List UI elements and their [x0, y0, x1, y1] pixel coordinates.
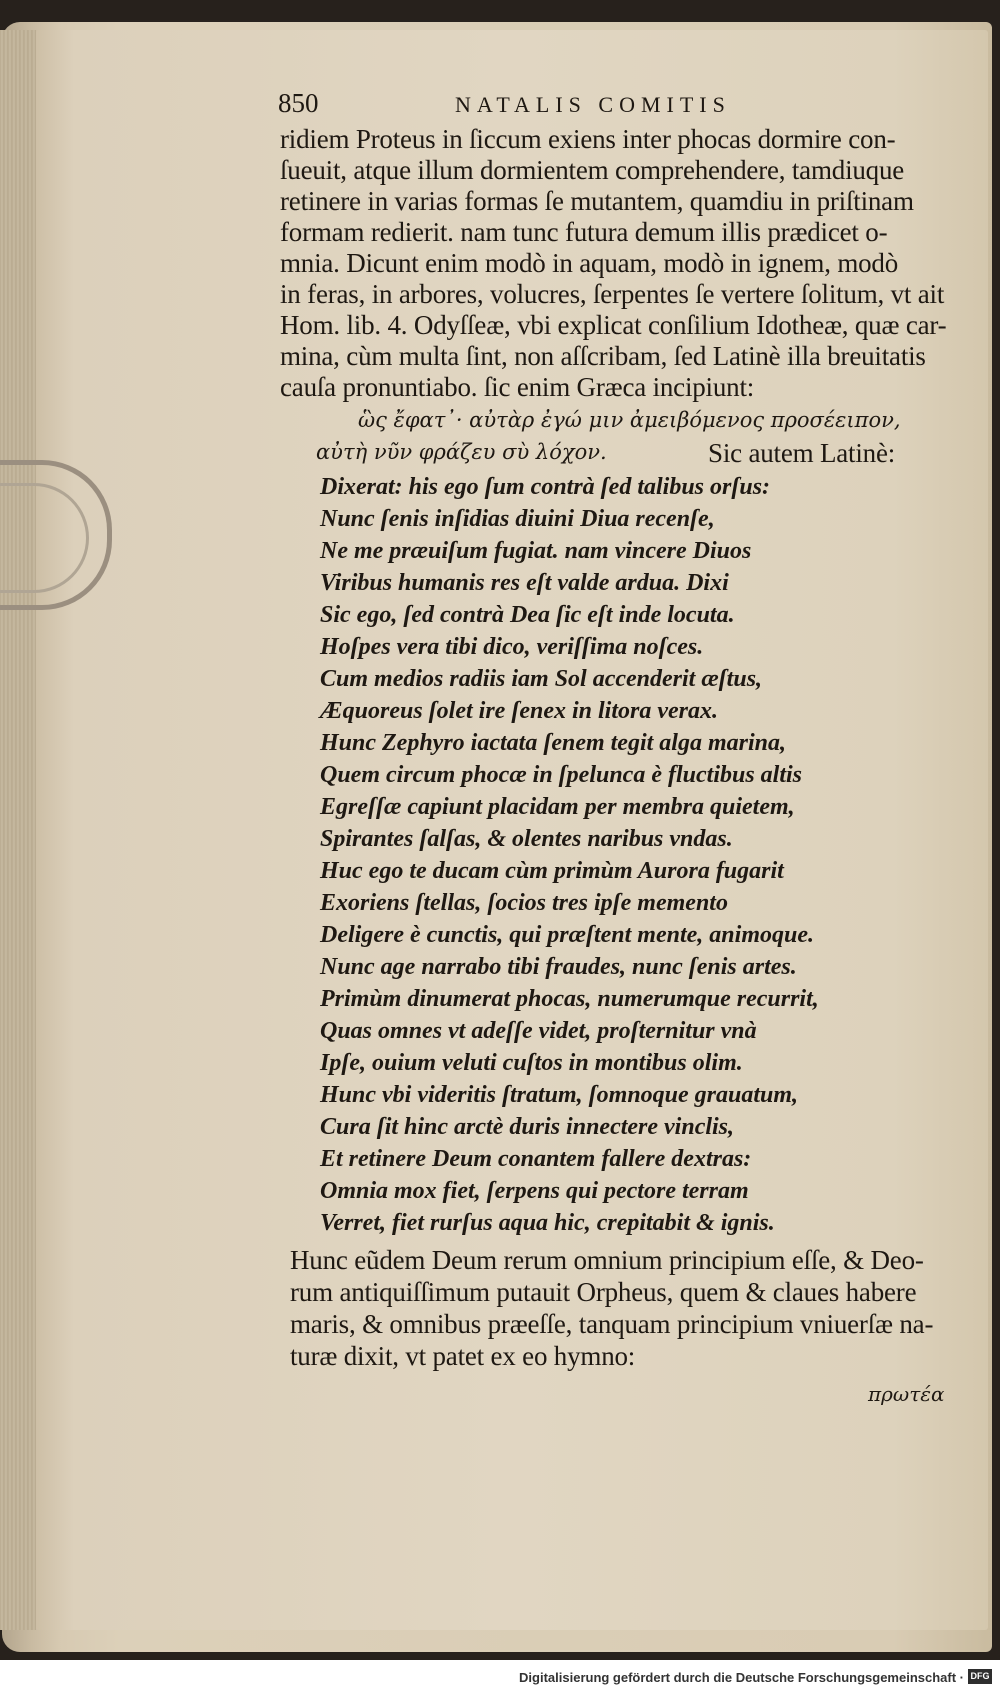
- prose-line: mnia. Dicunt enim modò in aquam, modò in ignem, modò: [280, 248, 899, 278]
- verse-line: Hunc Zephyro iactata ſenem tegit alga marina,: [320, 730, 786, 756]
- verse-line: Æquoreus ſolet ire ſenex in litora verax.: [320, 698, 718, 724]
- verse-line: Omnia mox fiet, ſerpens qui pectore terram: [320, 1178, 749, 1204]
- greek-line: ὣς ἔφατ᾽· αὐτὰρ ἐγώ μιν ἀμειβόμενος προσέειπον,: [358, 408, 901, 432]
- verse-line: Spirantes ſalſas, & olentes naribus vndas.: [320, 826, 733, 852]
- greek-line: αὐτὴ νῦν φράζευ σὺ λόχον.: [316, 440, 607, 464]
- running-title: NATALIS COMITIS: [455, 92, 731, 117]
- verse-line: Primùm dinumerat phocas, numerumque recurrit,: [320, 986, 819, 1012]
- prose-line: retinere in varias formas ſe mutantem, quamdiu in priſtinam: [280, 186, 914, 216]
- verse-line: Nunc age narrabo tibi fraudes, nunc ſenis artes.: [320, 954, 797, 980]
- verse-line: Et retinere Deum conantem fallere dextras:: [320, 1146, 752, 1172]
- verse-line: Deligere è cunctis, qui præſtent mente, animoque.: [320, 922, 814, 948]
- verse-line: Dixerat: his ego ſum contrà ſed talibus orſus:: [320, 474, 771, 500]
- verse-line: Cura ſit hinc arctè duris innectere vinclis,: [320, 1114, 735, 1140]
- verse-line: Verret, fiet rurſus aqua hic, crepitabit & ignis.: [320, 1210, 775, 1236]
- catchword: πρωτέα: [868, 1382, 945, 1406]
- prose-line: formam redierit. nam tunc futura demum illis prædicet o-: [280, 217, 888, 247]
- verse-line: Hoſpes vera tibi dico, veriſſima noſces.: [320, 634, 704, 660]
- verse-line: Ne me præuiſum fugiat. nam vincere Diuos: [320, 538, 752, 564]
- dfg-logo: DFG: [968, 1669, 992, 1684]
- verse-line: Quas omnes vt adeſſe videt, proſternitur vnà: [320, 1018, 757, 1044]
- footer-credit: Digitalisierung gefördert durch die Deutsche Forschungsgemeinschaft ·: [519, 1670, 964, 1685]
- verse-line: Quem circum phocæ in ſpelunca è fluctibus altis: [320, 762, 803, 788]
- verse-line: Cum medios radiis iam Sol accenderit æſtus,: [320, 666, 763, 692]
- prose-line: in feras, in arbores, volucres, ſerpentes ſe vertere ſolitum, vt ait: [280, 279, 945, 309]
- prose-line: maris, & omnibus præeſſe, tanquam principium vniuerſæ na-: [290, 1309, 934, 1339]
- verse-line: Ipſe, ouium veluti cuſtos in montibus olim.: [320, 1050, 743, 1076]
- verse-line: Huc ego te ducam cùm primùm Aurora fugarit: [320, 858, 784, 884]
- prose-line: Hunc eũdem Deum rerum omnium principium eſſe, & Deo-: [290, 1245, 924, 1275]
- prose-line: rum antiquiſſimum putauit Orpheus, quem & claues habere: [290, 1277, 917, 1307]
- verse-line: Viribus humanis res eſt valde ardua. Dixi: [320, 570, 729, 596]
- prose-line: ſueuit, atque illum dormientem comprehendere, tamdiuque: [280, 155, 905, 185]
- prose-line: Hom. lib. 4. Odyſſeæ, vbi explicat conſilium Idotheæ, quæ car-: [280, 310, 947, 340]
- verse-line: Nunc ſenis inſidias diuini Diua recenſe,: [320, 506, 715, 532]
- verse-line: Sic ego, ſed contrà Dea ſic eſt inde locuta.: [320, 602, 735, 628]
- prose-line: cauſa pronuntiabo. ſic enim Græca incipiunt:: [280, 372, 755, 402]
- verse-line: Hunc vbi videritis ſtratum, ſomnoque grauatum,: [320, 1082, 799, 1108]
- page-number: 850: [278, 88, 319, 118]
- prose-line: turæ dixit, vt patet ex eo hymno:: [290, 1341, 636, 1371]
- prose-line: ridiem Proteus in ſiccum exiens inter phocas dormire con-: [280, 124, 896, 154]
- prose-line: mina, cùm multa ſint, non aſſcribam, ſed Latinè illa breuitatis: [280, 341, 926, 371]
- verse-line: Egreſſæ capiunt placidam per membra quietem,: [320, 794, 795, 820]
- footer-bar: [0, 1664, 1000, 1693]
- verse-line: Exoriens ſtellas, ſocios tres ipſe memento: [320, 890, 728, 916]
- latin-intro: Sic autem Latinè:: [708, 438, 896, 468]
